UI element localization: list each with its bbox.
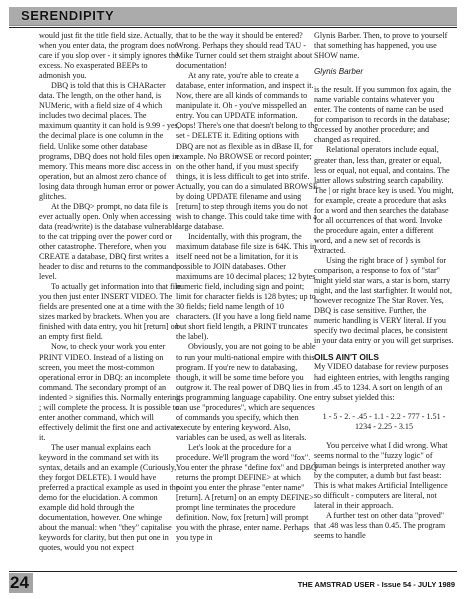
section-title: SERENDIPITY (21, 8, 115, 23)
paragraph: A further test on other data "proved" that .48 was less than 0.45. The program seems to handle (314, 511, 446, 541)
page-number-box (9, 573, 33, 593)
paragraph: The user manual explains each keyword in the command set with its syntax, details and an example (Curiously, they forgot DELETE). I would have preferred a practical example as used in the demo for the elucidation. A common example did hold through the documentation, however. One whinge about the manual: when "they" capitalise keywords for clarity, but then put one in quotes, would you not expect (39, 442, 180, 553)
example-output: Glynis Barber (314, 67, 364, 77)
paragraph: To actually get information into that file you then just enter INSERT VIDEO. The fields are presented one at a time with the sizes marked by brackets. When you are finished with data entry, you hit [return] on an empty first field. (39, 282, 181, 342)
text-column-2 (176, 31, 318, 543)
subheading: OILS AIN'T OILS (314, 352, 379, 363)
paragraph: Glynis Barber. Then, to prove to yourself that something has happened, you use SHOW name. (314, 31, 448, 61)
paragraph: would just fit the title field size. Actually, when you enter data, the program does not care if you slop over - it simply ignores the excess. No exasperated BEEPs to admonish you. (39, 31, 179, 81)
footer-publication: THE AMSTRAD USER - Issue 54 - JULY 1989 (297, 580, 455, 589)
section-banner (9, 7, 457, 26)
sort-result-sequence: 1 - 5 - 2. - .45 - 1.1 - 2.2 - 777 - 1.51 - 1234 - 2.25 - 3.15 (322, 411, 446, 431)
top-rule (9, 27, 457, 28)
paragraph: At any rate, you're able to create a database, enter information, and inspect it. Now, there are all kinds of commands to manipulate it. Oh - you've misspelled an entry. You can UPDATE information. Oops! There's one that doesn't belong to the set - DELETE it. Editing options with DBQ are not as flexible as in dBase II, for example. No BROWSE or record pointer; on the other hand, if you must specify things, it is less difficult to get into strife. Actually, you can do a simulated BROWSE by doing UPDATE filename and using [return] to step through items you do not wish to change. This could take time with a large database. (176, 71, 318, 231)
text-column-3 (314, 31, 454, 541)
paragraph: My VIDEO database for review purposes had eighteen entries, with lengths ranging from .45 to 1234. A sort on length of an entry subset yielded this: (314, 362, 450, 402)
paragraph: Using the right brace of } symbol for comparison, a response to fox of "star" might yield star wars, a star is born, starry night, and the last starfighter. It would not, however recognize The Star Rover. Yes, DBQ is case sensitive. Further, the numeric handling is VERY literal. If you specify two decimal places, be consistent in your data entry or you will get surprises. (314, 255, 454, 346)
paragraph: that to be the way it should be entered? Wrong. Perhaps they should read TAU - Mike Turner could set them straight about documentation! (176, 31, 313, 71)
page-number: 24 (10, 573, 29, 592)
paragraph: Relational operators include equal, greater than, less than, greater or equal, less or equal, not equal, and contains. The latter allows substring search capability. The | or right brace key is used. You might, for example, create a procedure that asks for a word and then searches the database for all occurrences of that word. Invoke the procedure again, enter a different word, and a new set of records is extracted. (314, 145, 454, 255)
paragraph: You perceive what I did wrong. What seems normal to the "fuzzy logic" of human beings is interpreted another way by the computer, a dumb but fast beast: This is what makes Artificial Intelligence so difficult - computers are literal, not lateral in their approach. (314, 440, 448, 511)
paragraph: At the DBQ> prompt, no data file is ever actually open. Only when accessing data (read/write) is the database vulnerable to the cat tripping over the power cord or other catastrophe. Therefore, when you CREATE a database, DBQ first writes a header to disc and returns to the command level. (39, 201, 179, 282)
paragraph: DBQ is told that this is CHARacter data. The length, on the other hand, is NUMeric, with a field size of 4 which includes two decimal places. The maximum quantity it can hold is 9.99 - yes, the decimal place is one column in the field. Unlike some other database programs, DBQ does not hold files open in memory. This means more disc access in operation, but an almost zero chance of losing data through human error or power glitches. (39, 81, 180, 201)
paragraph: Obviously, you are not going to be able to run your multi-national empire with this program. If you're new to databasing, though, it will be some time before you outgrow it. The real power of DBQ lies in its programming language capability. One can use "procedures", which are sequences of commands you specify, which then execute by entering keyword. Also, variables can be used, as well as literals. (176, 342, 316, 442)
paragraph: is the result. If you summon fox again, the name variable contains whatever you enter. The contents of name can be used for comparison to records in the database; accessed by another procedure; and changed as required. (314, 85, 452, 145)
bottom-rule (9, 571, 457, 572)
text-column-1 (39, 31, 181, 553)
paragraph: Let's look at the procedure for a procedure. We'll program the word "fox". You enter the phrase "define fox" and DBQ returns the prompt DEFINE> at which point you enter the phrase "enter name" [return]. A [return] on an empty DEFINE> prompt line terminates the procedure definition. Now, fox [return] will prompt you with the phrase, enter name. Perhaps you type in (176, 442, 317, 543)
paragraph: Incidentally, with this program, the maximum database file size is 64K. This in itself need not be a limitation, for it is possible to JOIN databases. Other maximums are 10 decimal places; 12 bytes numeric field, including sign and point; limit for character fields is 128 bytes; up to 30 fields; field name length of 10 characters. (If you have a long field name but short field length, a PRINT truncates the label). (176, 231, 317, 342)
paragraph: Now, to check your work you enter PRINT VIDEO. Instead of a listing on screen, you meet the most-common operational error in DBQ: an incomplete command. The secondary prompt of an indented > signifies this. Normally entering ; will complete the process. It is possible to enter another command, which will effectively delimit the first one and activate it. (39, 342, 181, 442)
